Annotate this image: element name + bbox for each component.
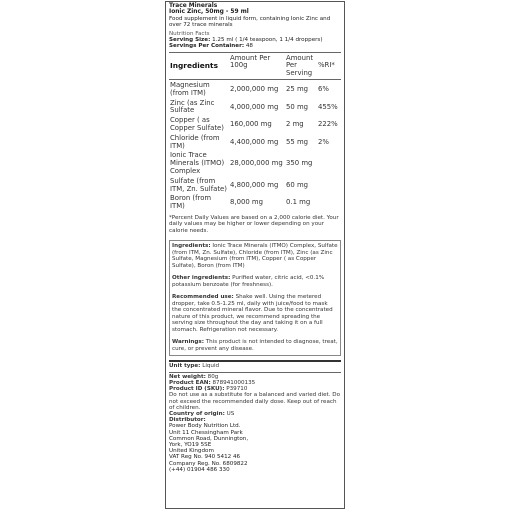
- ingredient-name: Zinc (as Zinc Sulfate: [170, 98, 215, 115]
- table-header-row: [169, 55, 341, 78]
- percent-ri: [317, 151, 341, 176]
- unit-type-label: Unit type:: [169, 363, 201, 370]
- divider: [169, 52, 341, 53]
- origin-label: Country of origin:: [169, 410, 225, 417]
- distributor-address: [169, 423, 341, 473]
- amount-per-100g: 4,800,000 mg: [230, 180, 279, 189]
- disclaimer: Do not use as a substitute for a balanced and varied diet. Do not exceed the recommended daily dose. Keep out of reach of children.: [169, 392, 340, 411]
- col-header-serving: Amount Per Serving: [286, 53, 314, 78]
- nutrition-facts-heading: Nutrition Facts: [169, 30, 210, 37]
- nutrition-table: [169, 55, 341, 212]
- ingredients-label: Ingredients:: [172, 243, 211, 250]
- amount-per-serving: 25 mg: [286, 84, 309, 93]
- product-details: [169, 360, 341, 472]
- address-line: Power Body Nutrition Ltd.: [169, 423, 241, 430]
- ingredient-name: Copper ( as Copper Sulfate): [170, 116, 224, 133]
- servings-value: 48: [245, 43, 253, 50]
- col-header-ingredients: Ingredients: [170, 61, 218, 71]
- warnings-paragraph: [172, 339, 338, 352]
- ingredient-name: Sulfate (from ITM, Zn. Sulfate): [170, 176, 227, 193]
- address-line: Unit 11 Chessingham Park: [169, 429, 243, 436]
- warnings-label: Warnings:: [172, 339, 204, 346]
- other-ingredients-paragraph: [172, 275, 338, 288]
- percent-ri: 222%: [318, 120, 338, 129]
- divider: [169, 79, 341, 80]
- recommended-use-paragraph: [172, 294, 338, 333]
- address-line: Company Reg. No. 6809822: [169, 460, 248, 467]
- daily-value-footnote: *Percent Daily Values are based on a 2,000 calorie diet. Your daily values may be higher or lower depending on your calorie needs.: [169, 214, 339, 234]
- address-line: Common Road, Dunnington,: [169, 435, 249, 442]
- unit-type: [169, 363, 341, 369]
- ingredient-name: Magnesium (from ITM): [170, 81, 210, 97]
- divider: [169, 372, 341, 373]
- origin-value: US: [226, 410, 235, 417]
- ingredient-name: Boron (from ITM): [170, 194, 212, 211]
- percent-ri: 455%: [318, 102, 338, 111]
- distributor-label: Distributor:: [169, 417, 206, 424]
- percent-ri: 2%: [318, 137, 329, 146]
- address-line: VAT Reg No. 940 5412 46: [169, 454, 241, 461]
- recommended-use-text: Shake well. Using the metered dropper, take 0.5-1.25 ml, daily with juice/food to mask the concentrated mineral flavor. Due to the concentrated nature of this product, we recommend spreading the serving size throughout the day and taking it on a full stomach. Refrigeration not necessary.: [172, 294, 333, 333]
- percent-ri: 6%: [318, 84, 329, 93]
- other-ingredients-text: Purified water, citric acid, <0.1% potassium benzoate (for freshness).: [172, 275, 325, 288]
- table-row: [169, 177, 341, 195]
- sku-value: P39710: [226, 386, 248, 393]
- product-subtitle: Ionic Zinc, 50mg - 59 ml: [169, 9, 249, 16]
- ingredients-paragraph: [172, 243, 338, 269]
- ean-label: Product EAN:: [169, 379, 211, 386]
- amount-per-100g: 28,000,000 mg: [230, 159, 283, 168]
- unit-type-value: Liquid: [202, 363, 220, 370]
- table-row: [169, 81, 341, 99]
- amount-per-serving: 350 mg: [286, 159, 313, 168]
- address-line: (+44) 01904 486 330: [169, 466, 230, 473]
- product-description: Food supplement in liquid form, containing Ionic Zinc and over 72 trace minerals: [169, 15, 331, 29]
- amount-per-serving: 55 mg: [286, 137, 309, 146]
- ingredients-box: [169, 240, 341, 356]
- amount-per-serving: 60 mg: [286, 180, 309, 189]
- product-title: Trace Minerals: [169, 3, 218, 9]
- net-weight-value: 80g: [207, 373, 219, 380]
- amount-per-serving: 0.1 mg: [286, 198, 311, 207]
- ingredient-name: Ionic Trace Minerals (ITMO) Complex: [170, 151, 225, 175]
- table-row: [169, 134, 341, 152]
- amount-per-100g: 4,000,000 mg: [230, 102, 279, 111]
- percent-ri: [317, 194, 341, 212]
- recommended-use-label: Recommended use:: [172, 294, 234, 301]
- other-ingredients-label: Other ingredients:: [172, 275, 231, 282]
- supplement-label: [165, 1, 345, 509]
- warnings-text: This product is not intended to diagnose, treat, cure, or prevent any disease.: [172, 339, 338, 352]
- percent-ri: [317, 177, 341, 195]
- table-row: [169, 116, 341, 134]
- amount-per-serving: 50 mg: [286, 102, 309, 111]
- col-header-ri: %RI*: [318, 61, 335, 70]
- servings-per-container: [169, 43, 341, 49]
- serving-size-value: 1.25 ml ( 1/4 teaspoon, 1 1/4 droppers): [212, 36, 323, 43]
- address-line: York, YO19 5SE: [169, 441, 212, 448]
- amount-per-serving: 2 mg: [286, 120, 304, 129]
- amount-per-100g: 4,400,000 mg: [230, 137, 279, 146]
- amount-per-100g: 160,000 mg: [230, 120, 272, 129]
- sku-label: Product ID (SKU):: [169, 386, 225, 393]
- col-header-per100: Amount Per 100g: [230, 53, 271, 70]
- table-row: [169, 194, 341, 212]
- table-row: [169, 99, 341, 117]
- serving-size-label: Serving Size:: [169, 36, 211, 43]
- amount-per-100g: 2,000,000 mg: [230, 84, 279, 93]
- ingredients-text: Ionic Trace Minerals (ITMO) Complex, Sulfate (from ITM, Zn. Sulfate), Chloride (from ITM), Zinc (as Zinc Sulfate, Magnesium (from ITM), Copper ( as Copper Sulfate), Boron (from ITM): [172, 243, 338, 269]
- address-line: United Kingdom: [169, 448, 214, 455]
- servings-label: Servings Per Container:: [169, 43, 245, 50]
- table-row: [169, 151, 341, 176]
- ean-value: 878941000135: [212, 379, 256, 386]
- amount-per-100g: 8,000 mg: [230, 198, 264, 207]
- ingredient-name: Chloride (from ITM): [170, 133, 220, 150]
- net-weight-label: Net weight:: [169, 373, 206, 380]
